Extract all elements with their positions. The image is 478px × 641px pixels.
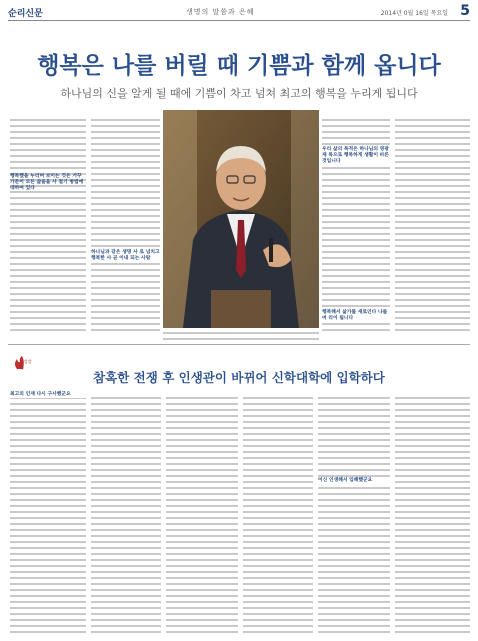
- section-title: 생명의 말씀과 은혜: [186, 8, 255, 16]
- subtitle-2: 하나님과 같은 생명 사 로 넘치고 행복한 사 곧 이내 되는 사람: [91, 250, 160, 261]
- second-headline: 참혹한 전쟁 후 인생관이 바뀌어 신학대학에 입학하다: [93, 370, 385, 385]
- body-text-texture: [10, 117, 86, 332]
- body-text-texture: [395, 117, 470, 332]
- article-column-2: [91, 117, 160, 332]
- subtitle-4: 행복해서 삶가를 새로인다 나를 버 리이 됩니다: [322, 310, 390, 322]
- main-headline: 행복은 나를 버릴 때 기쁨과 함께 옵니다: [37, 53, 441, 79]
- body-text-texture: [243, 395, 313, 635]
- article2-subtitle-1: 최고의 인재 다시 구사했군요: [10, 392, 86, 398]
- section-divider: [8, 344, 470, 345]
- article2-column-5: [318, 395, 390, 635]
- body-text-texture: [91, 117, 160, 332]
- page-header: [8, 3, 470, 21]
- page-number: 5: [460, 3, 470, 19]
- article-column-3: [163, 330, 319, 340]
- speaker-photo-illustration: [163, 110, 319, 328]
- subtitle-1: 행복했을 누리며 보이는 것은 거꾸 가문이 모든 삶을을 사 절기 방법에 대하여 있다: [10, 174, 84, 191]
- article2-column-2: [91, 395, 161, 635]
- article2-column-1: [10, 395, 86, 635]
- column-logo-text: 신앙칼럼: [20, 359, 32, 370]
- speaker-photo: [163, 110, 319, 328]
- article2-column-3: [166, 395, 238, 635]
- article-column-5: [395, 117, 470, 332]
- body-text-texture: [91, 395, 161, 635]
- body-text-texture: [166, 395, 238, 635]
- main-subheadline: 하나님의 신을 알게 될 때에 기쁨이 차고 넘쳐 최고의 행복을 누리게 됩니다: [60, 87, 418, 100]
- body-text-texture: [163, 330, 319, 340]
- article-column-1: [10, 117, 86, 332]
- body-text-texture: [395, 395, 470, 635]
- body-text-texture: [318, 395, 390, 635]
- photo-caption: 〈사진 설명〉: [295, 316, 317, 320]
- issue-date: 2014년 0월 16일 목요일: [380, 10, 448, 17]
- article2-column-4: [243, 395, 313, 635]
- article2-subtitle-2: 이신 인생해서 입해했군요: [318, 478, 390, 484]
- article2-column-6: [395, 395, 470, 635]
- column-logo: [12, 355, 34, 369]
- newspaper-logo: 순리신문: [8, 9, 43, 19]
- body-text-texture: [10, 395, 86, 635]
- subtitle-3: 우리 삶의 목적은 하나님의 영광 제 목으로 행복하게 생활이 바른 것입니다: [322, 147, 389, 164]
